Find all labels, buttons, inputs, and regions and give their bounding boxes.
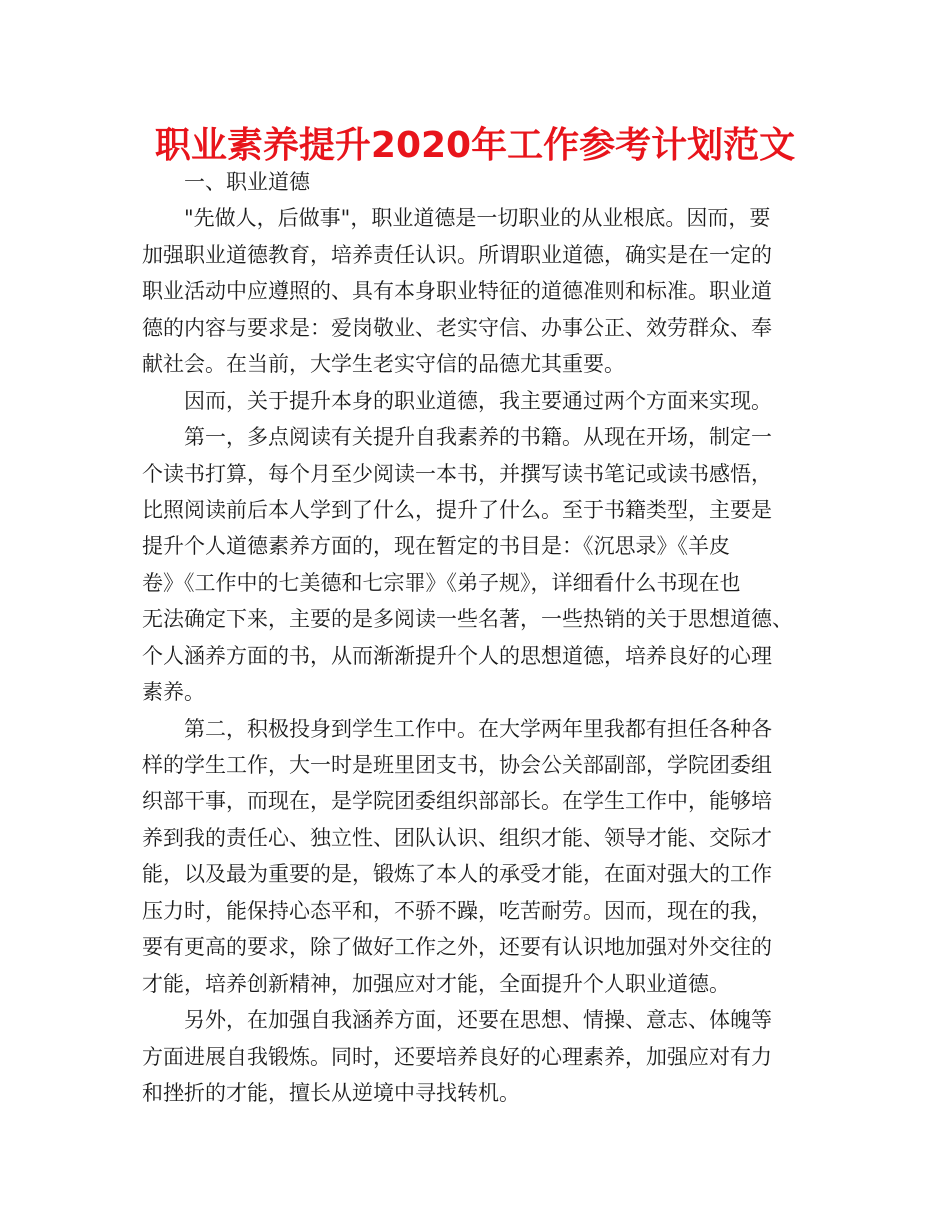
document-title: 职业素养提升2020年工作参考计划范文 — [154, 125, 796, 166]
paragraph-line: 素养。 — [142, 680, 205, 705]
paragraph-line: 压力时，能保持心态平和，不骄不躁，吃苦耐劳。因而，现在的我， — [142, 898, 772, 923]
paragraph-line: 第一，多点阅读有关提升自我素养的书籍。从现在开场，制定一 — [184, 425, 772, 450]
paragraph-line: 和挫折的才能，擅长从逆境中寻找转机。 — [142, 1080, 520, 1105]
paragraph-line: 德的内容与要求是：爱岗敬业、老实守信、办事公正、效劳群众、奉 — [142, 315, 772, 340]
paragraph-line: 提升个人道德素养方面的，现在暂定的书目是：《沉思录》《羊皮 — [142, 534, 730, 559]
paragraph-line: 方面进展自我锻炼。同时，还要培养良好的心理素养，加强应对有力 — [142, 1044, 772, 1069]
section-heading: 一、职业道德 — [184, 170, 310, 194]
paragraph-line: 无法确定下来，主要的是多阅读一些名著，一些热销的关于思想道德、 — [142, 607, 793, 632]
paragraph-line: 比照阅读前后本人学到了什么，提升了什么。至于书籍类型，主要是 — [142, 497, 772, 522]
paragraph-line: 能，以及最为重要的是，锻炼了本人的承受才能，在面对强大的工作 — [142, 862, 772, 887]
paragraph-line: 个人涵养方面的书，从而渐渐提升个人的思想道德，培养良好的心理 — [142, 643, 772, 668]
paragraph-line: 职业活动中应遵照的、具有本身职业特征的道德准则和标准。职业道 — [142, 279, 772, 304]
document-body — [142, 164, 812, 1111]
paragraph-line: 第二，积极投身到学生工作中。在大学两年里我都有担任各种各 — [184, 716, 772, 741]
paragraph-line: 另外，在加强自我涵养方面，还要在思想、情操、意志、体魄等 — [184, 1008, 772, 1033]
paragraph-line: 要有更高的要求，除了做好工作之外，还要有认识地加强对外交往的 — [142, 935, 772, 960]
paragraph-line: 样的学生工作，大一时是班里团支书，协会公关部副部，学院团委组 — [142, 753, 772, 777]
paragraph-line: 因而，关于提升本身的职业道德，我主要通过两个方面来实现。 — [184, 388, 772, 413]
paragraph-line: 献社会。在当前，大学生老实守信的品德尤其重要。 — [142, 352, 625, 377]
paragraph-line: 个读书打算，每个月至少阅读一本书，并撰写读书笔记或读书感悟， — [142, 461, 772, 486]
paragraph-line: 养到我的责任心、独立性、团队认识、组织才能、领导才能、交际才 — [142, 825, 772, 850]
paragraph-line: 加强职业道德教育，培养责任认识。所谓职业道德，确实是在一定的 — [142, 242, 772, 267]
paragraph-line: 才能，培养创新精神，加强应对才能，全面提升个人职业道德。 — [142, 971, 730, 996]
paragraph-line: "先做人，后做事"，职业道德是一切职业的从业根底。因而，要 — [184, 206, 771, 231]
paragraph-line: 织部干事，而现在，是学院团委组织部部长。在学生工作中，能够培 — [142, 789, 772, 814]
paragraph-line: 卷》《工作中的七美德和七宗罪》《弟子规》，详细看什么书现在也 — [142, 570, 741, 595]
